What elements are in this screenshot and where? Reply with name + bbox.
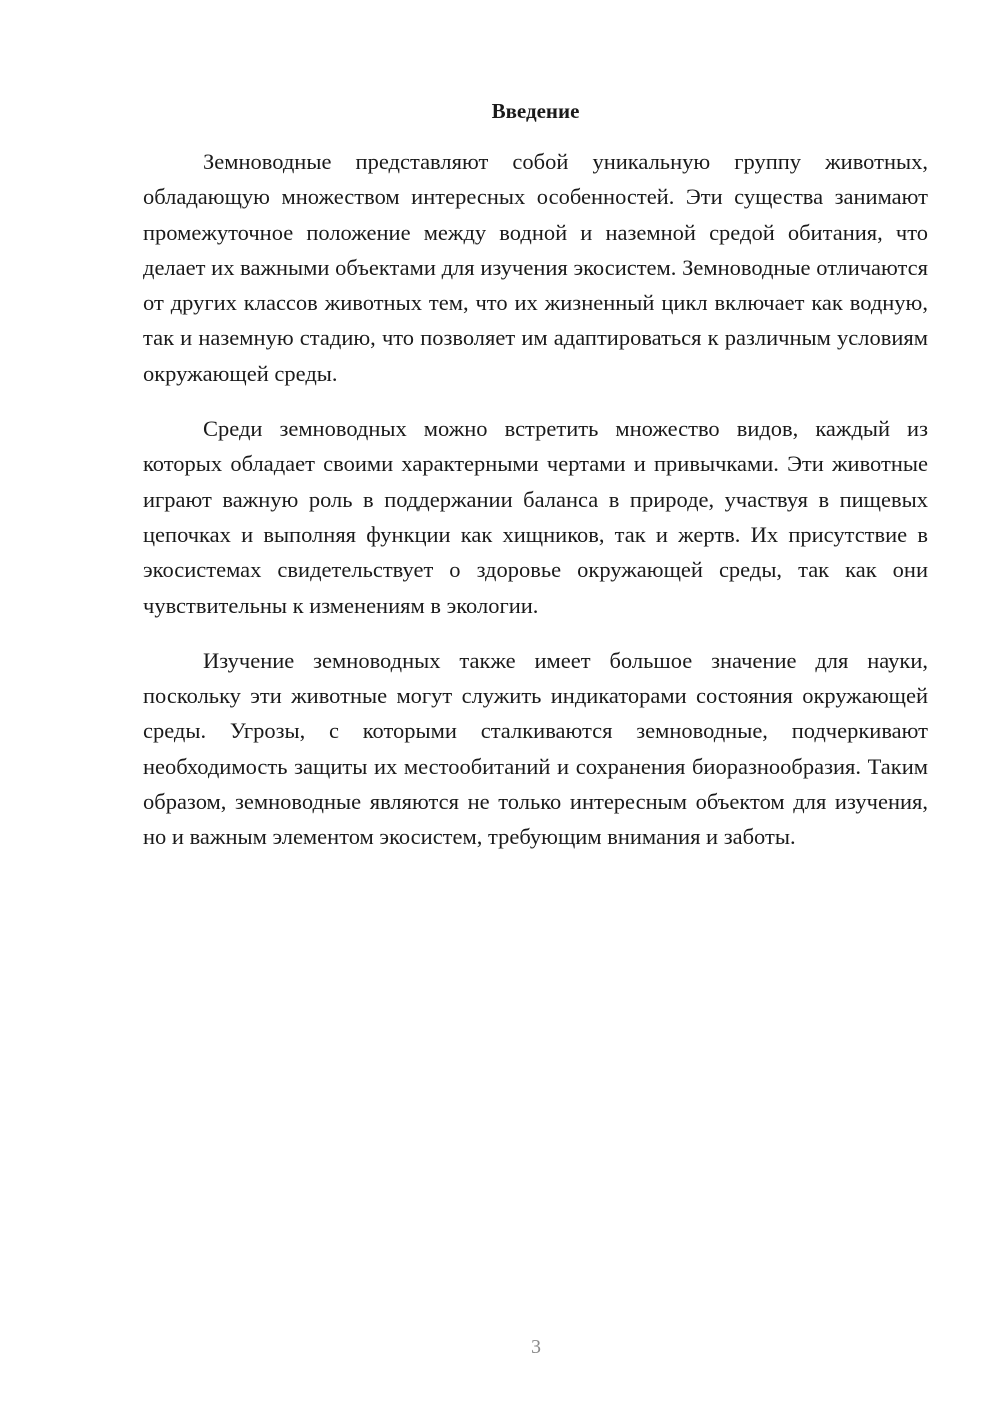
section-heading: Введение [491, 99, 580, 123]
paragraph-3: Изучение земноводных также имеет большое значение для науки, поскольку эти животные могут служить индикаторами состояния окружающей среды. Угрозы, с которыми сталкиваются земноводные, подчеркивают необходимость защиты их местообитаний и сохранения биоразнообразия. Таким образом, земноводные являются не только интересным объектом для изучения, но и важным элементом экосистем, требующим внимания и заботы. [143, 647, 928, 850]
paragraph-1: Земноводные представляют собой уникальную группу животных, обладающую множеством интересных особенностей. Эти существа занимают промежуточное положение между водной и наземной средой обитания, что делает их важными объектами для изучения экосистем. Земноводные отличаются от других классов животных тем, что их жизненный цикл включает как водную, так и наземную стадию, что позволяет им адаптироваться к различным условиям окружающей среды. [143, 149, 928, 386]
page-number: 3 [531, 1336, 541, 1358]
paragraph-2: Среди земноводных можно встретить множество видов, каждый из которых обладает своими характерными чертами и привычками. Эти животные играют важную роль в поддержании баланса в природе, участвуя в пищевых цепочках и выполняя функции как хищников, так и жертв. Их присутствие в экосистемах свидетельствует о здоровье окружающей среды, так как они чувствительны к изменениям в экологии. [143, 416, 928, 618]
body-text [143, 144, 928, 875]
